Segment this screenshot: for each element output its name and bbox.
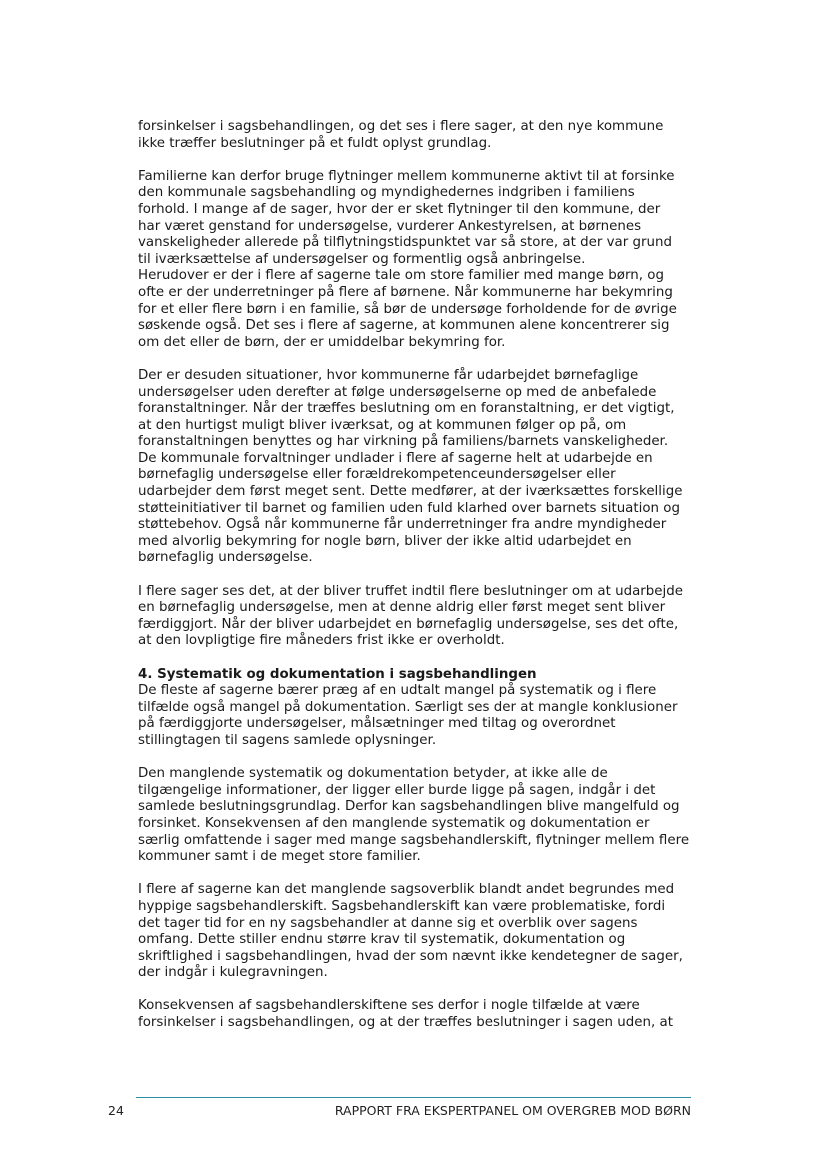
text-line: Konsekvensen af sagsbehandlerskiftene ses derfor i nogle tilfælde at være xyxy=(138,998,640,1014)
text-line: har været genstand for undersøgelse, vurderer Ankestyrelsen, at børnenes xyxy=(138,218,642,234)
text-line: børnefaglig undersøgelse. xyxy=(138,550,313,566)
text-line: særlig omfattende i sager med mange sagsbehandlerskift, flytninger mellem flere xyxy=(138,832,690,848)
text-line: at den hurtigst muligt bliver iværksat, og at kommunen følger op på, om xyxy=(138,417,627,433)
text-line: kommuner samt i de meget store familier. xyxy=(138,849,421,865)
paragraph xyxy=(138,119,694,152)
text-line: en børnefaglig undersøgelse, men at denne aldrig eller først meget sent bliver xyxy=(138,600,666,616)
text-line: støtteinitiativer til barnet og familien uden fuld klarhed over barnets situation og xyxy=(138,500,680,516)
page-number: 24 xyxy=(108,1103,124,1118)
footer-rule xyxy=(136,1097,691,1098)
text-line: ikke træffer beslutninger på et fuldt oplyst grundlag. xyxy=(138,135,492,151)
section-heading: 4. Systematik og dokumentation i sagsbehandlingen xyxy=(138,666,537,682)
paragraph xyxy=(138,667,694,750)
text-line: forhold. I mange af de sager, hvor der er sket flytninger til den kommune, der xyxy=(138,201,661,217)
text-line: på færdiggjorte undersøgelser, målsætninger med tiltag og overordnet xyxy=(138,716,616,732)
text-line: Den manglende systematik og dokumentation betyder, at ikke alle de xyxy=(138,766,608,782)
text-line: søskende også. Det ses i flere af sagerne, at kommunen alene koncentrerer sig xyxy=(138,318,670,334)
text-line: omfang. Dette stiller endnu større krav til systematik, dokumentation og xyxy=(138,932,626,948)
text-line: udarbejder dem først meget sent. Dette medfører, at der iværksættes forskellige xyxy=(138,484,683,500)
text-line: tilgængelige informationer, der ligger eller burde ligge på sagen, indgår i det xyxy=(138,782,656,798)
text-line: samlede beslutningsgrundlag. Derfor kan sagsbehandlingen blive mangelfuld og xyxy=(138,799,680,815)
text-line: forsinkelser i sagsbehandlingen, og det ses i flere sager, at den nye kommune xyxy=(138,119,664,134)
text-line: at den lovpligtige fire måneders frist ikke er overholdt. xyxy=(138,633,505,649)
text-line: undersøgelser uden derefter at følge undersøgelserne op med de anbefalede xyxy=(138,384,657,400)
text-line: Familierne kan derfor bruge flytninger mellem kommunerne aktivt til at forsinke xyxy=(138,168,675,184)
text-line: foranstaltninger. Når der træffes beslutning om en foranstaltning, er det vigtigt, xyxy=(138,401,675,417)
paragraph xyxy=(138,584,694,650)
paragraph xyxy=(138,882,694,982)
text-line: den kommunale sagsbehandling og myndighedernes indgriben i familiens xyxy=(138,185,635,201)
text-line: hyppige sagsbehandlerskift. Sagsbehandlerskift kan være problematiske, fordi xyxy=(138,898,666,914)
text-line: tilfælde også mangel på dokumentation. Særligt ses der at mangle konklusioner xyxy=(138,699,678,715)
text-line: forsinkelser i sagsbehandlingen, og at der træffes beslutninger i sagen uden, at xyxy=(138,1015,673,1031)
text-line: stillingtagen til sagens samlede oplysninger. xyxy=(138,732,437,748)
text-line: skriftlighed i sagsbehandlingen, hvad der som nævnt ikke kendetegner de sager, xyxy=(138,948,683,964)
text-line: ofte er der underretninger på flere af børnene. Når kommunerne har bekymring xyxy=(138,284,673,300)
text-line: færdiggjort. Når der bliver udarbejdet en børnefaglig undersøgelse, ses det ofte, xyxy=(138,616,679,632)
text-line: Herudover er der i flere af sagerne tale om store familier med mange børn, og xyxy=(138,268,664,284)
text-line: der indgår i kulegravningen. xyxy=(138,965,328,981)
paragraph xyxy=(138,169,694,352)
text-line: foranstaltningen benyttes og har virkning på familiens/barnets vanskeligheder. xyxy=(138,434,669,450)
paragraph xyxy=(138,998,694,1031)
text-line: I flere af sagerne kan det manglende sagsoverblik blandt andet begrundes med xyxy=(138,882,675,898)
text-line: med alvorlig bekymring for nogle børn, bliver der ikke altid udarbejdet en xyxy=(138,533,632,549)
text-line: støttebehov. Også når kommunerne får underretninger fra andre myndigheder xyxy=(138,517,667,533)
text-line: Der er desuden situationer, hvor kommunerne får udarbejdet børnefaglige xyxy=(138,367,639,383)
paragraph xyxy=(138,368,694,567)
text-line: vanskeligheder allerede på tilflytningstidspunktet var så store, at der var grund xyxy=(138,235,673,251)
text-line: De fleste af sagerne bærer præg af en udtalt mangel på systematik og i flere xyxy=(138,683,657,699)
body-text xyxy=(138,119,694,1048)
text-line: forsinket. Konsekvensen af den manglende systematik og dokumentation er xyxy=(138,815,650,831)
text-line: om det eller de børn, der er umiddelbar bekymring for. xyxy=(138,334,506,350)
text-line: I flere sager ses det, at der bliver truffet indtil flere beslutninger om at udarbejde xyxy=(138,583,684,599)
text-line: det tager tid for en ny sagsbehandler at danne sig et overblik over sagens xyxy=(138,915,638,931)
text-line: De kommunale forvaltninger undlader i flere af sagerne helt at udarbejde en xyxy=(138,450,653,466)
running-title: RAPPORT FRA EKSPERTPANEL OM OVERGREB MOD BØRN xyxy=(334,1103,691,1118)
text-line: børnefaglig undersøgelse eller forældrekompetenceundersøgelser eller xyxy=(138,467,616,483)
text-line: til iværksættelse af undersøgelser og formentlig også anbringelse. xyxy=(138,251,586,267)
text-line: for et eller flere børn i en familie, så bør de undersøge forholdende for de øvrige xyxy=(138,301,677,317)
paragraph xyxy=(138,766,694,866)
